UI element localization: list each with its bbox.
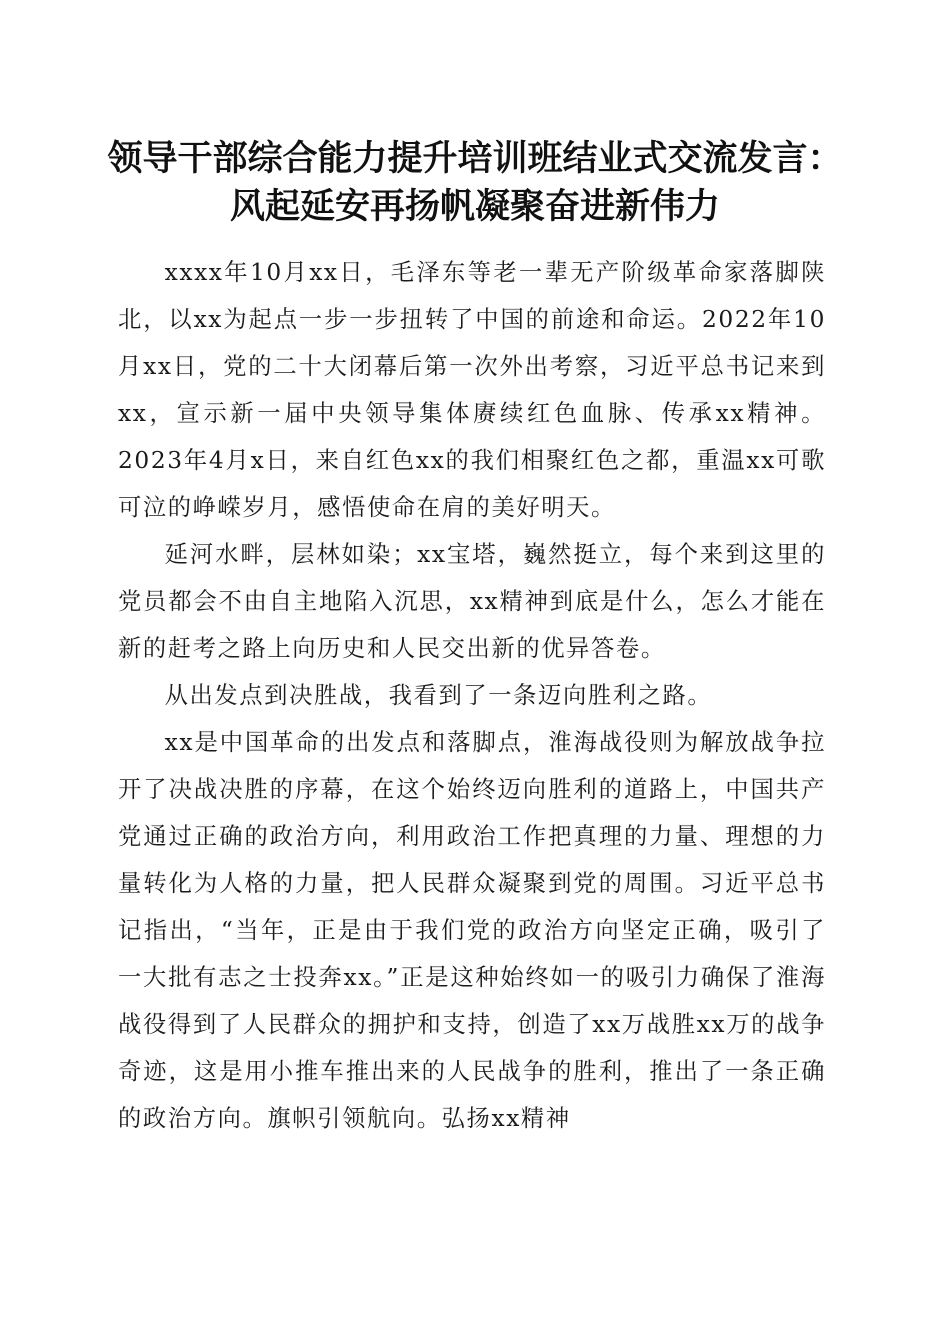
paragraph: 从出发点到决胜战，我看到了一条迈向胜利之路。 [164,682,713,709]
document-title-line-2: 风起延安再扬帆凝聚奋进新伟力 [229,186,720,227]
paragraph: 延河水畔，层林如染；xx宝塔，巍然挺立，每个来到这里的党员都会不由自主地陷入沉思，xx精神到底是什么，怎么才能在新的赶考之路上向历史和人民交出新的优异答卷。 [118,541,826,662]
paragraph: xx是中国革命的出发点和落脚点，淮海战役则为解放战争拉开了决战决胜的序幕，在这个始终迈向胜利的道路上，中国共产党通过正确的政治方向，利用政治工作把真理的力量、理想的力量转化为人格的力量，把人民群众凝聚到党的周围。习近平总书记指出，“当年，正是由于我们党的政治方向坚定正确，吸引了一大批有志之士投奔xx。”正是这种始终如一的吸引力确保了淮海战役得到了人民群众的拥护和支持，创造了xx万战胜xx万的战争奇迹，这是用小推车推出来的人民战争的胜利，推出了一条正确的政治方向。旗帜引领航向。弘扬xx精神 [118,729,826,1132]
paragraph: xxxx年10月xx日，毛泽东等老一辈无产阶级革命家落脚陕北，以xx为起点一步一步扭转了中国的前途和命运。2022年10月xx日，党的二十大闭幕后第一次外出考察，习近平总书记来到xx，宣示新一届中央领导集体赓续红色血脉、传承xx精神。2023年4月x日，来自红色xx的我们相聚红色之都，重温xx可歌可泣的峥嵘岁月，感悟使命在肩的美好明天。 [118,259,826,521]
document-body [118,249,826,1142]
document-title-line-1: 领导干部综合能力提升培训班结业式交流发言： [107,138,843,179]
